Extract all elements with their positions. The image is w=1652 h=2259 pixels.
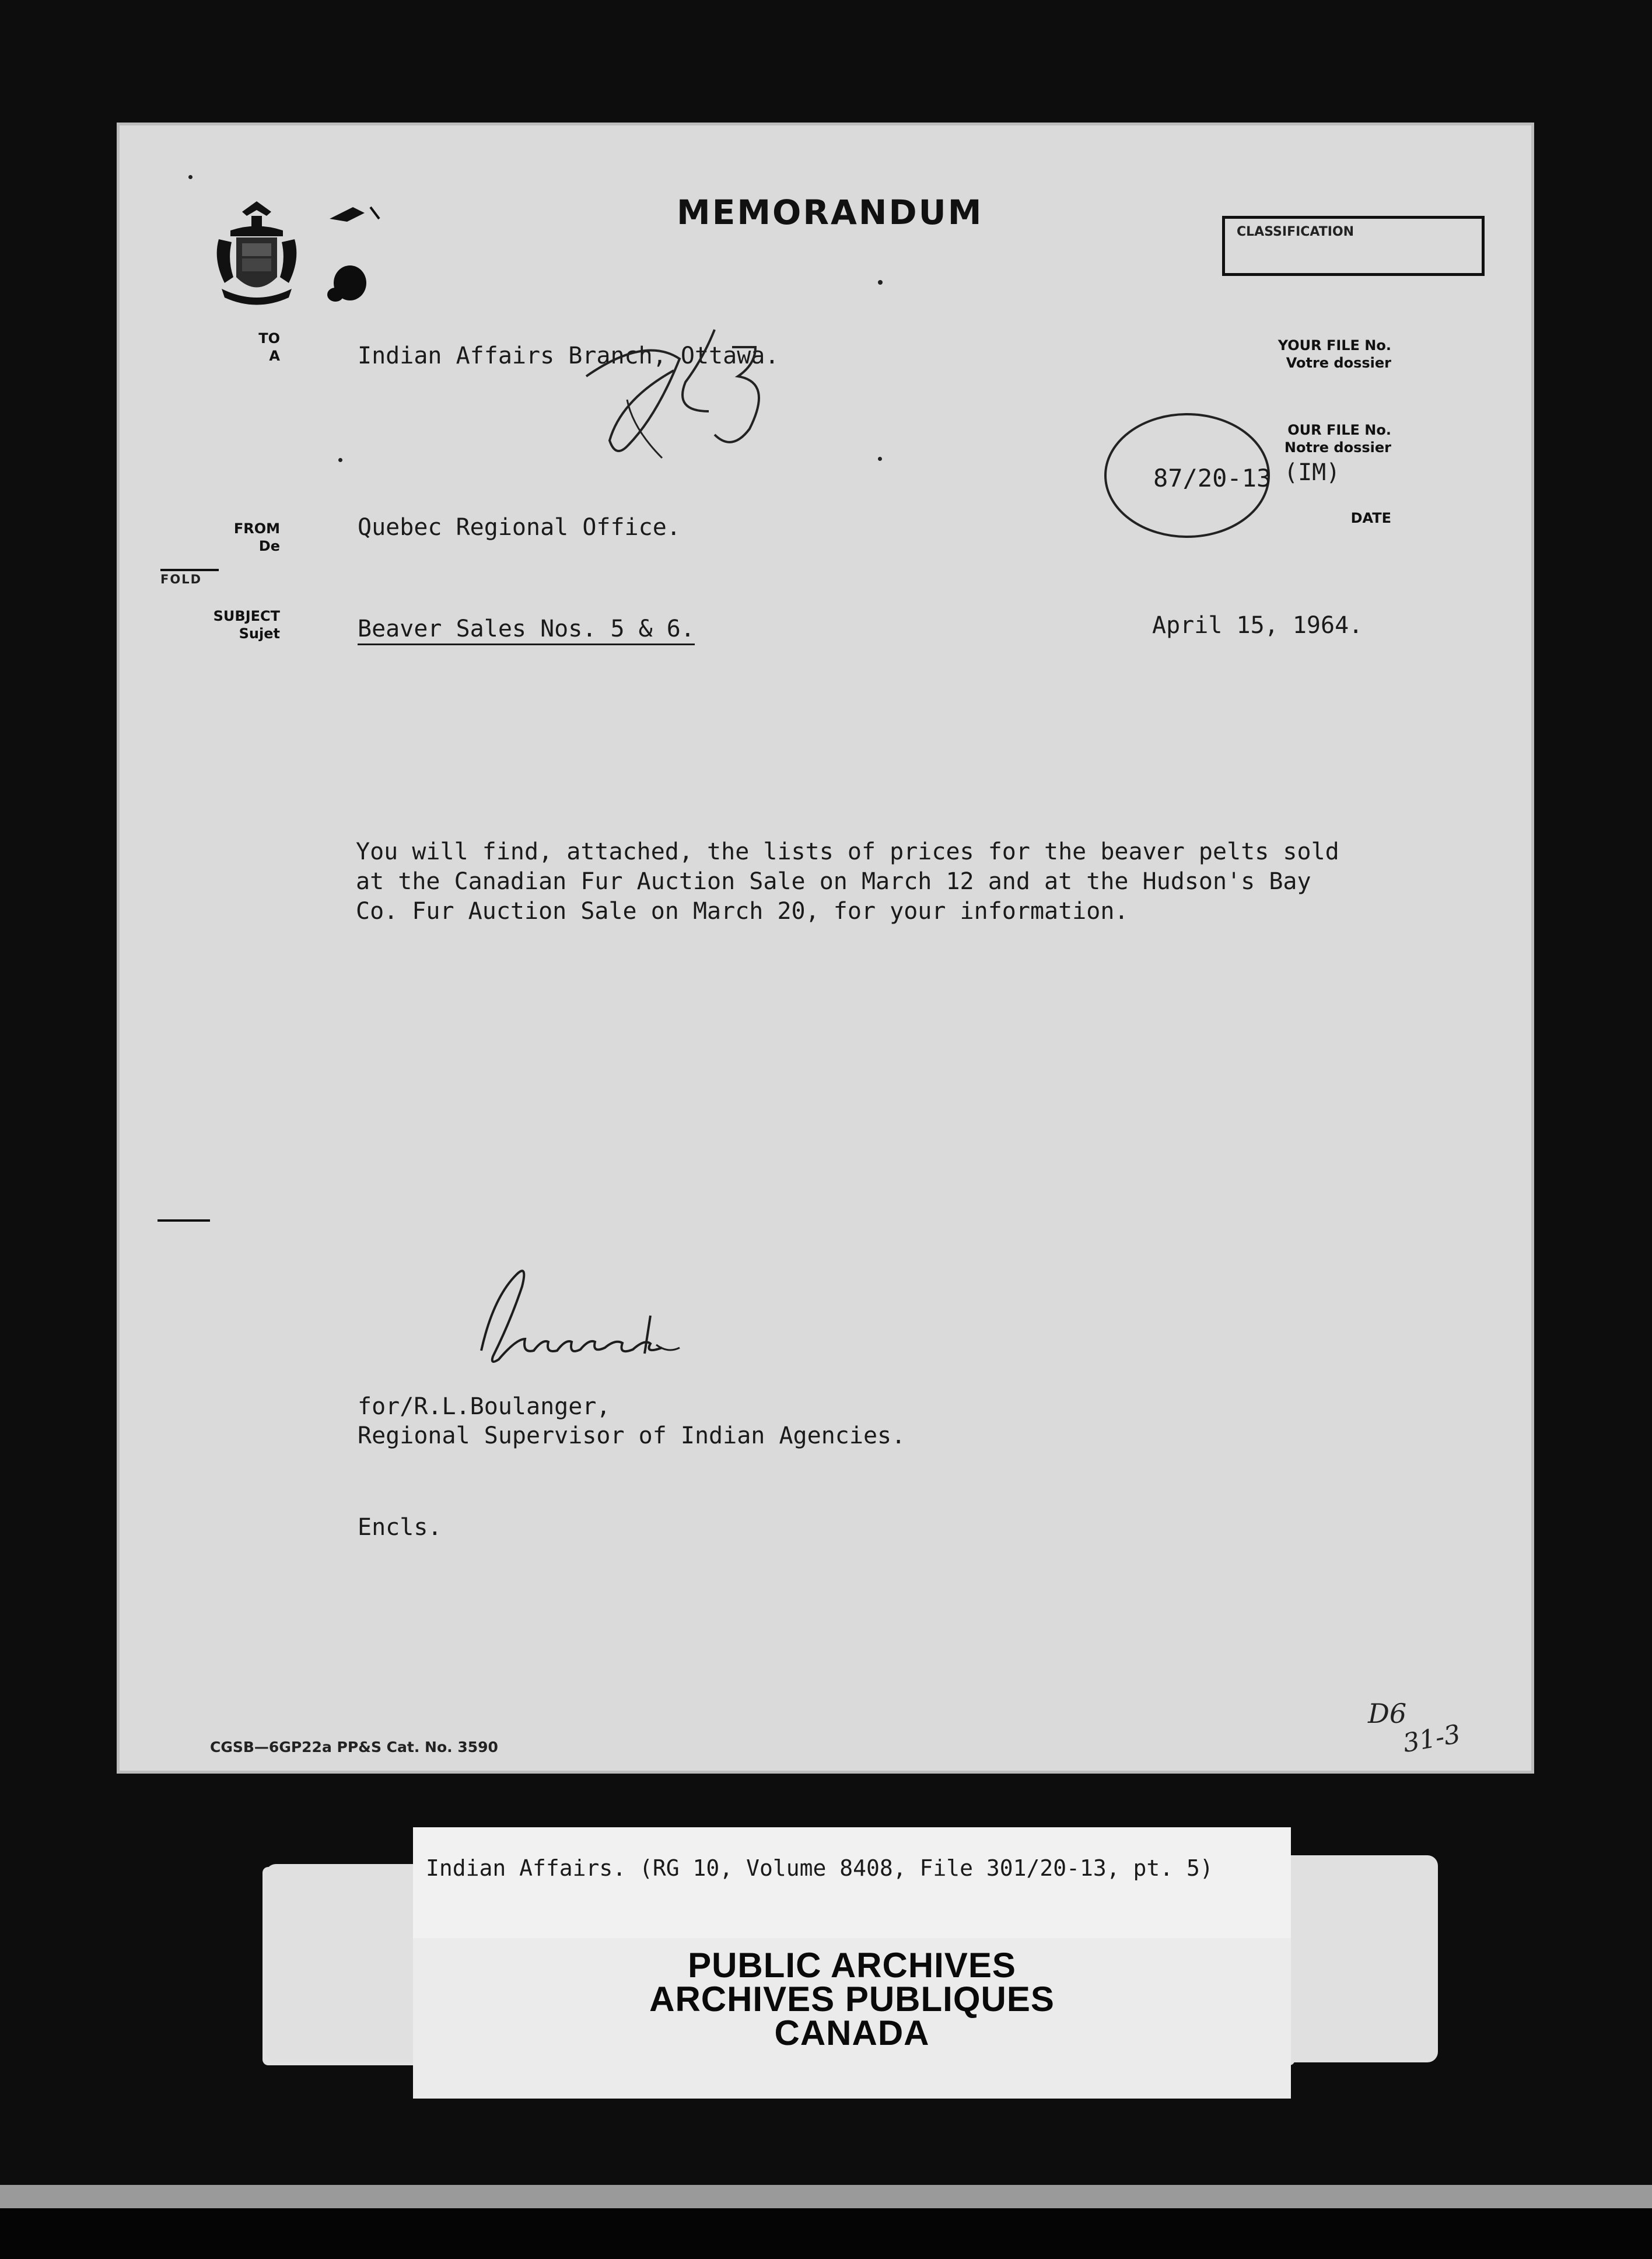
subject-label-en: SUBJECT (213, 608, 280, 624)
body-line: You will find, attached, the lists of prices for the beaver pelts sold (356, 838, 1339, 865)
handwritten-corner-1: D6 (1368, 1698, 1407, 1729)
film-edge-band (0, 2185, 1652, 2208)
date-label: DATE (1350, 510, 1391, 526)
our-file-label-en: OUR FILE No. (1287, 422, 1391, 438)
handwritten-initials (540, 312, 814, 505)
your-file-label (1146, 337, 1391, 372)
signature-line-1: for/R.L.Boulanger, (358, 1393, 611, 1420)
to-label-fr: A (269, 348, 280, 364)
from-label (225, 520, 280, 555)
handwritten-corner-2: 31-3 (1401, 1719, 1463, 1759)
from-label-en: FROM (233, 520, 280, 537)
subject-label-fr: Sujet (239, 625, 280, 642)
ink-blot-marks (318, 195, 382, 312)
stray-dot (878, 280, 883, 285)
coat-of-arms-emblem (201, 190, 312, 324)
from-value: Quebec Regional Office. (358, 514, 681, 541)
form-number: CGSB—6GP22a PP&S Cat. No. 3590 (210, 1739, 498, 1756)
date-value: April 15, 1964. (1152, 612, 1363, 639)
to-value: Indian Affairs Branch, Ottawa. (358, 342, 779, 369)
film-edge-band-dark (0, 2208, 1652, 2259)
to-label (248, 330, 280, 365)
margin-mark (158, 1219, 210, 1222)
fold-line (160, 569, 219, 571)
archive-line-1: PUBLIC ARCHIVES (688, 1946, 1016, 1985)
body-line: at the Canadian Fur Auction Sale on March 12 and at the Hudson's Bay (356, 868, 1311, 895)
our-file-value: 87/20-13 (1153, 464, 1272, 492)
body-line: Co. Fur Auction Sale on March 20, for your information. (356, 898, 1129, 925)
archive-card-tab-left (265, 1864, 417, 2062)
archive-stamp-text (413, 1946, 1291, 2052)
your-file-label-en: YOUR FILE No. (1278, 337, 1391, 354)
archive-reference-box (413, 1827, 1291, 1938)
our-file-suffix: (IM) (1284, 459, 1340, 486)
our-file-label (1146, 421, 1391, 456)
enclosures: Encls. (358, 1514, 442, 1541)
classification-label: CLASSIFICATION (1237, 225, 1354, 239)
handwritten-signature (470, 1251, 715, 1391)
memorandum-title: MEMORANDUM (677, 193, 984, 232)
memo-body (356, 837, 1339, 926)
archive-reference: Indian Affairs. (RG 10, Volume 8408, File 301/20-13, pt. 5) (426, 1855, 1213, 1881)
signature-line-2: Regional Supervisor of Indian Agencies. (358, 1422, 906, 1449)
archive-line-2: ARCHIVES PUBLIQUES (649, 1980, 1055, 2019)
classification-box (1222, 216, 1485, 276)
subject-value: Beaver Sales Nos. 5 & 6. (358, 616, 695, 645)
stray-dot (338, 458, 342, 462)
memo-sheet (120, 125, 1531, 1771)
stray-dot (188, 175, 192, 179)
from-label-fr: De (258, 538, 280, 554)
archive-line-3: CANADA (774, 2013, 930, 2052)
fold-label: FOLD (160, 572, 202, 586)
your-file-label-fr: Votre dossier (1286, 355, 1391, 371)
archive-card-tab-right (1283, 1855, 1438, 2062)
subject-label (207, 607, 280, 642)
to-label-en: TO (258, 330, 280, 347)
our-file-label-fr: Notre dossier (1284, 439, 1391, 456)
stray-dot (878, 457, 882, 461)
